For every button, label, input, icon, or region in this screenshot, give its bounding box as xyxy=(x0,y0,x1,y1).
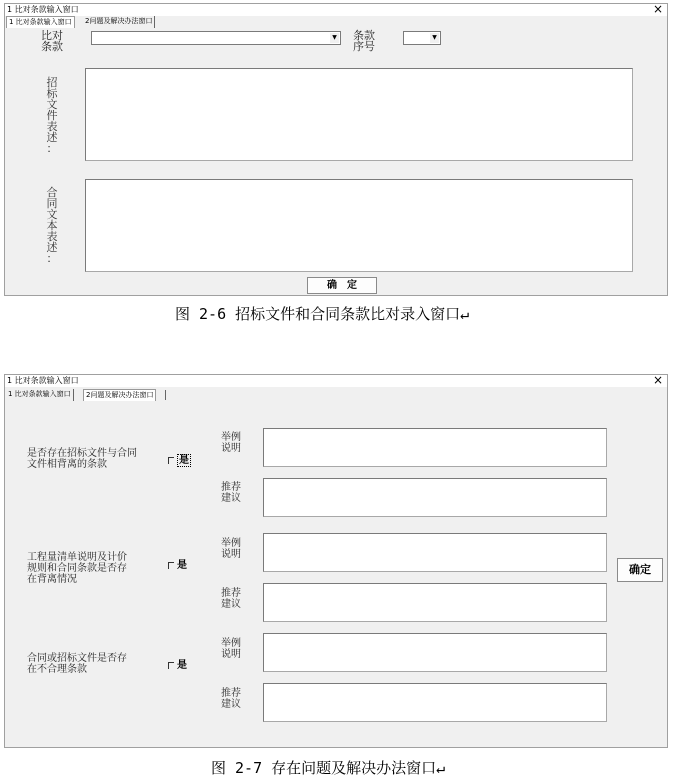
close-icon[interactable]: × xyxy=(652,373,663,387)
recommend-label: 推荐 建议 xyxy=(221,482,241,504)
question-2-checkbox[interactable]: 是 xyxy=(168,560,187,572)
question-1-label: 是否存在招标文件与合同文件相背离的条款 xyxy=(27,448,137,470)
tab-clause-input[interactable]: 1 比对条款输入窗口 xyxy=(6,16,75,28)
question-3-example-input[interactable] xyxy=(263,633,607,672)
window-problem-solution xyxy=(4,374,668,748)
checkbox-icon xyxy=(168,457,174,464)
tab-clause-input[interactable]: 1 比对条款输入窗口 xyxy=(6,389,74,401)
example-label: 举例 说明 xyxy=(221,638,241,660)
checkbox-icon xyxy=(168,562,174,569)
contract-text-input[interactable] xyxy=(85,179,633,272)
window-title: 1 比对条款输入窗口 xyxy=(7,376,79,385)
tender-text-label: 招 标 文 件 表 述 ： xyxy=(46,76,58,155)
question-1-recommend-input[interactable] xyxy=(263,478,607,517)
window-clause-input xyxy=(4,3,668,296)
tab-strip xyxy=(5,389,667,401)
tab-problem-solution[interactable]: 2问题及解决办法窗口 xyxy=(83,16,155,28)
title-bar xyxy=(5,375,667,387)
recommend-label: 推荐 建议 xyxy=(221,688,241,710)
example-label: 举例 说明 xyxy=(221,538,241,560)
clause-dropdown[interactable] xyxy=(91,31,341,45)
question-2-recommend-input[interactable] xyxy=(263,583,607,622)
clause-label: 比对 条款 xyxy=(41,29,63,53)
chevron-down-icon: ▼ xyxy=(330,33,339,43)
contract-text-label: 合 同 文 本 表 述 ： xyxy=(46,186,58,265)
question-1-checkbox[interactable]: 是 xyxy=(168,455,191,467)
clause-seq-label: 条款 序号 xyxy=(353,29,375,53)
checkbox-icon xyxy=(168,662,174,669)
question-2-label: 工程量清单说明及计价规则和合同条款是否存在背离情况 xyxy=(27,552,127,585)
question-1-example-input[interactable] xyxy=(263,428,607,467)
figure-caption-2-7: 图 2-7 存在问题及解决办法窗口↵ xyxy=(211,759,446,777)
question-3-checkbox[interactable]: 是 xyxy=(168,660,187,672)
chevron-down-icon: ▼ xyxy=(430,33,439,43)
tab-problem-solution[interactable]: 2问题及解决办法窗口 xyxy=(83,389,156,401)
example-label: 举例 说明 xyxy=(221,432,241,454)
clause-seq-dropdown[interactable] xyxy=(403,31,441,45)
confirm-button[interactable]: 确定 xyxy=(617,558,663,582)
tender-text-input[interactable] xyxy=(85,68,633,161)
window-title: 1 比对条款输入窗口 xyxy=(7,5,79,14)
confirm-button[interactable]: 确 定 xyxy=(307,277,377,294)
figure-caption-2-6: 图 2-6 招标文件和合同条款比对录入窗口↵ xyxy=(175,305,470,323)
title-bar xyxy=(5,4,667,16)
tab-strip xyxy=(5,16,667,28)
close-icon[interactable]: × xyxy=(652,2,663,16)
tab-divider xyxy=(165,390,166,400)
recommend-label: 推荐 建议 xyxy=(221,588,241,610)
question-3-recommend-input[interactable] xyxy=(263,683,607,722)
question-3-label: 合同或招标文件是否存在不合理条款 xyxy=(27,653,127,675)
question-2-example-input[interactable] xyxy=(263,533,607,572)
